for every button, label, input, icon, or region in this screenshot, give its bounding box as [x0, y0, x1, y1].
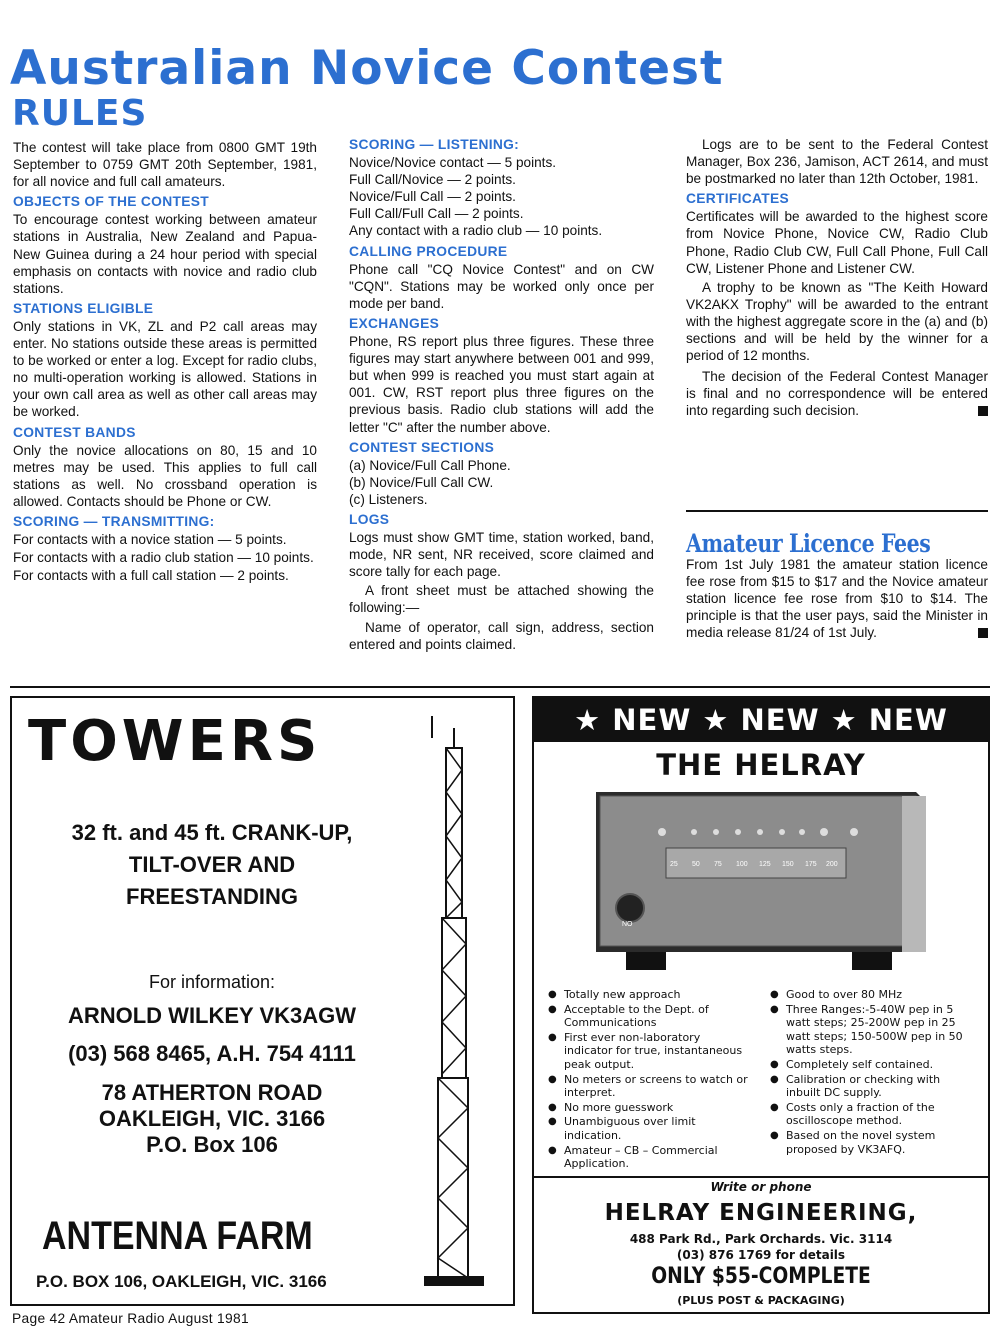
scale-label: 100 [736, 861, 748, 868]
helray-device [596, 792, 926, 972]
towers-footer: P.O. BOX 106, OAKLEIGH, VIC. 3166 [36, 1272, 327, 1291]
fees-paragraph [686, 556, 988, 641]
certificates-text: Certificates will be awarded to the highest score from Novice Phone, Novice CW, Radio Club Phone, Radio Club CW, Full Call Phone, Full Call CW, Listener Phone and Listener CW. [686, 209, 988, 276]
towers-line-1: 32 ft. and 45 ft. CRANK-UP, [71, 820, 353, 845]
feature-item: ● Based on the novel system proposed by VK3AFQ. [766, 1129, 978, 1156]
contact-name: ARNOLD WILKEY VK3AGW [67, 1003, 357, 1028]
knob-icon [616, 894, 644, 922]
listen-item: Full Call/Novice — 2 points. [349, 172, 516, 188]
feature-item: ● Costs only a fraction of the oscilloscope method. [766, 1101, 978, 1128]
company-name: HELRAY ENGINEERING, [604, 1200, 918, 1226]
exchanges-heading: EXCHANGES [349, 315, 440, 331]
decision-text: The decision of the Federal Contest Manager is final and no correspondence will be entered into regarding such decision. [686, 369, 988, 419]
new-banner: ★ NEW ★ NEW ★ NEW [534, 698, 988, 742]
ads-divider [10, 686, 990, 688]
decision-paragraph [686, 368, 988, 419]
company-address: 488 Park Rd., Park Orchards. Vic. 3114 [629, 1232, 893, 1246]
calling-heading: CALLING PROCEDURE [349, 243, 508, 259]
section-item: (c) Listeners. [349, 491, 428, 507]
objects-text: To encourage contest working between amateur stations in Australia, New Zealand and Papua-New Guinea during a 24 hour period with special emphasis on contacts with novice and radio club stations. [13, 212, 317, 296]
scale-label: 200 [826, 861, 838, 868]
brand-name: ANTENNA FARM [42, 1214, 313, 1258]
address-line-2: OAKLEIGH, VIC. 3166 [98, 1106, 326, 1131]
intro-text: The contest will take place from 0800 GMT 19th September to 0759 GMT 20th September, 1981, for all novice and full call amateurs. [13, 140, 317, 190]
bands-heading: CONTEST BANDS [13, 424, 136, 440]
scale-label: 125 [759, 861, 771, 868]
tx-item: For contacts with a novice station — 5 points. [13, 532, 287, 548]
feature-item: ● Good to over 80 MHz [766, 988, 978, 1002]
section-item: (a) Novice/Full Call Phone. [349, 457, 511, 473]
listen-item: Any contact with a radio club — 10 points. [349, 223, 603, 239]
section-item: (b) Novice/Full Call CW. [349, 474, 494, 490]
listen-item: Novice/Full Call — 2 points. [349, 189, 516, 205]
column-3 [686, 136, 988, 422]
logs-text-3: Name of operator, call sign, address, section entered and points claimed. [349, 619, 654, 652]
stations-heading: STATIONS ELIGIBLE [13, 300, 154, 316]
helray-title: THE HELRAY [656, 748, 866, 782]
tower-illustration [424, 708, 484, 1288]
towers-ad [10, 696, 515, 1306]
feature-item: ● Amateur – CB – Commercial Application. [544, 1144, 752, 1171]
fees-text: From 1st July 1981 the amateur station licence fee rose from $15 to $17 and the Novice amateur station licence fee rose from $10 to $14. The principle is that the user pays, said the Minister in media release 81/24 of 1st July. [686, 557, 988, 641]
feature-item: ● First ever non-laboratory indicator for true, instantaneous peak output. [544, 1031, 752, 1072]
feature-item: ● No more guesswork [544, 1101, 752, 1115]
feature-item: ● Unambiguous over limit indication. [544, 1115, 752, 1142]
calling-text: Phone call "CQ Novice Contest" and on CW "CQN". Stations may be worked only once per mode per band. [349, 261, 654, 311]
fees-article [686, 529, 988, 642]
section-divider [686, 510, 988, 512]
features-left [544, 988, 752, 1172]
logs-text: Logs must show GMT time, station worked, band, mode, NR sent, NR received, score claimed and score tally for each page. [349, 530, 654, 580]
column-2 [349, 136, 654, 655]
fees-title: Amateur Licence Fees [686, 529, 931, 558]
page-title: Australian Novice Contest [10, 41, 724, 96]
page-subtitle: RULES [12, 93, 148, 134]
column-1 [13, 139, 317, 585]
tx-item: For contacts with a full call station — 2 points. [13, 568, 289, 584]
helray-ad [532, 696, 990, 1314]
price: ONLY $55-COMPLETE [651, 1264, 871, 1289]
scale-label: 75 [714, 861, 722, 868]
write-label: Write or phone [710, 1180, 812, 1194]
exchanges-text: Phone, RS report plus three figures. These three figures may start anywhere between 001 and 999, but when 999 is reached you must start again at 001. CW, RST report plus three figures on the previous basis. Radio club stations will add the letter "C" after the number above. [349, 334, 654, 435]
listen-item: Novice/Novice contact — 5 points. [349, 155, 557, 171]
feature-item: ● Calibration or checking with inbuilt DC supply. [766, 1073, 978, 1100]
logs-heading: LOGS [349, 511, 390, 527]
scale-label: 150 [782, 861, 794, 868]
post-note: (PLUS POST & PACKAGING) [677, 1294, 845, 1307]
objects-heading: OBJECTS OF THE CONTEST [13, 194, 209, 210]
scale-label: 175 [805, 861, 817, 868]
helray-divider [534, 1176, 988, 1178]
sections-heading: CONTEST SECTIONS [349, 439, 495, 455]
stations-text: Only stations in VK, ZL and P2 call areas may enter. No stations outside these areas is permitted to be worked or enter a log. Except for radio clubs, no multi-operation working is allowed. Stations in your own call area as well as other call areas may be worked. [13, 318, 317, 420]
info-label: For information: [148, 972, 276, 992]
end-mark [978, 406, 988, 416]
feature-item: ● No meters or screens to watch or interpret. [544, 1073, 752, 1100]
features-right [766, 988, 978, 1157]
trophy-text: A trophy to be known as "The Keith Howard VK2AKX Trophy" will be awarded to the entrant with the highest aggregate score in the (a) and (b) sections and will be held by the winner for a period of 12 months. [686, 279, 988, 364]
towers-line-2: TILT-OVER AND [128, 852, 296, 877]
scale-label: 25 [670, 861, 678, 868]
knob-label: NO [622, 921, 633, 928]
towers-line-3: FREESTANDING [126, 884, 298, 909]
logs-sent-text: Logs are to be sent to the Federal Contest Manager, Box 236, Jamison, ACT 2614, and must be postmarked no later than 12th October, 1981. [686, 137, 988, 187]
listen-item: Full Call/Full Call — 2 points. [349, 206, 524, 222]
logs-text-2: A front sheet must be attached showing the following:— [349, 583, 654, 616]
page-footer: Page 42 Amateur Radio August 1981 [12, 1311, 249, 1326]
feature-item: ● Three Ranges:-5-40W pep in 5 watt steps; 25-200W pep in 25 watt steps; 150-500W pep in 50 watts steps. [766, 1003, 978, 1057]
contact-phone: (03) 568 8465, A.H. 754 4111 [68, 1041, 356, 1066]
feature-item: ● Totally new approach [544, 988, 752, 1002]
towers-headline: TOWERS [28, 709, 322, 774]
bands-text: Only the novice allocations on 80, 15 and 10 metres may be used. This applies to full call stations as well. No crossband operation is allowed. Contacts should be Phone or CW. [13, 442, 317, 509]
scale-label: 50 [692, 861, 700, 868]
address-line-1: 78 ATHERTON ROAD [101, 1080, 323, 1105]
feature-item: ● Completely self contained. [766, 1058, 978, 1072]
listen-heading: SCORING — LISTENING: [349, 137, 520, 152]
tx-item: For contacts with a radio club station — 10 points. [13, 550, 314, 566]
company-phone: (03) 876 1769 for details [676, 1248, 846, 1262]
end-mark [978, 628, 988, 638]
tx-heading: SCORING — TRANSMITTING: [13, 513, 215, 529]
address-line-3: P.O. Box 106 [146, 1132, 278, 1157]
feature-item: ● Acceptable to the Dept. of Communications [544, 1003, 752, 1030]
certificates-heading: CERTIFICATES [686, 191, 789, 207]
